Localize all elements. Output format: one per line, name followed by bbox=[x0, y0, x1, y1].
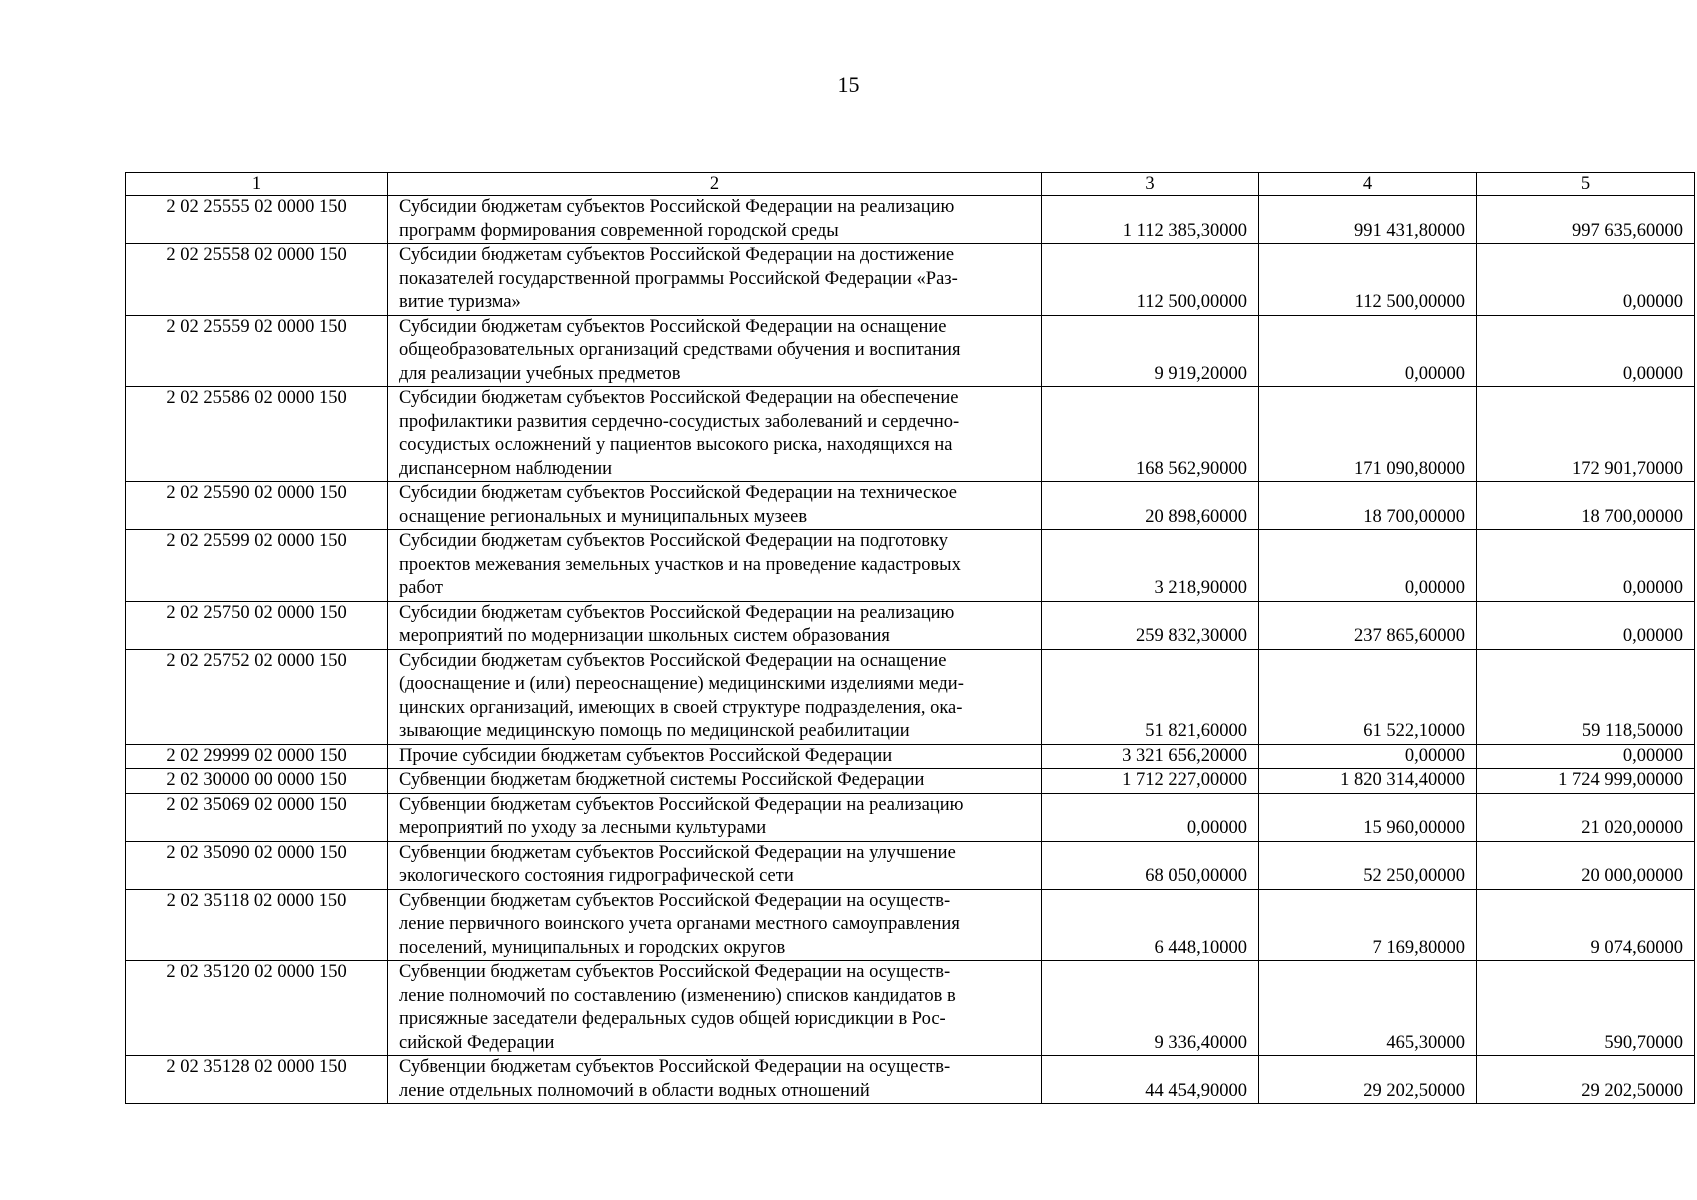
revenue-name-line: ление полномочий по составлению (изменению) списков кандидатов в bbox=[399, 985, 956, 1006]
revenue-name-line: экологического состояния гидрографической сети bbox=[399, 866, 794, 886]
amount-cell-v3: 44 454,90000 bbox=[1042, 1056, 1259, 1104]
revenue-name-line: Субсидии бюджетам субъектов Российской Федерации на обеспечение bbox=[399, 388, 959, 408]
table-row bbox=[126, 889, 1695, 961]
revenue-name-cell bbox=[388, 387, 1042, 482]
amount-cell-v5: 0,00000 bbox=[1477, 744, 1695, 769]
amount-cell-v3: 9 336,40000 bbox=[1042, 961, 1259, 1056]
revenue-name-line: оснащение региональных и муниципальных музеев bbox=[399, 506, 808, 527]
table-row bbox=[126, 482, 1695, 530]
table-row bbox=[126, 315, 1695, 387]
revenue-name-line: Субвенции бюджетам субъектов Российской Федерации на реализацию bbox=[399, 794, 964, 815]
budget-code-cell: 2 02 25752 02 0000 150 bbox=[126, 649, 388, 744]
amount-cell-v4: 0,00000 bbox=[1259, 744, 1477, 769]
amount-cell-v4: 991 431,80000 bbox=[1259, 196, 1477, 244]
amount-cell-v5: 1 724 999,00000 bbox=[1477, 769, 1695, 794]
table-row bbox=[126, 387, 1695, 482]
revenue-name-line: диспансерном наблюдении bbox=[399, 458, 613, 479]
amount-cell-v4: 465,30000 bbox=[1259, 961, 1477, 1056]
revenue-name-line: ление первичного воинского учета органами местного самоуправления bbox=[399, 914, 960, 934]
amount-cell-v5: 20 000,00000 bbox=[1477, 841, 1695, 889]
budget-code-cell: 2 02 25555 02 0000 150 bbox=[126, 196, 388, 244]
column-header: 1 bbox=[126, 173, 388, 196]
budget-code-cell: 2 02 25559 02 0000 150 bbox=[126, 315, 388, 387]
amount-cell-v4: 15 960,00000 bbox=[1259, 793, 1477, 841]
revenue-name-line: ление отдельных полномочий в области водных отношений bbox=[399, 1080, 870, 1101]
amount-cell-v4: 237 865,60000 bbox=[1259, 601, 1477, 649]
budget-code-cell: 2 02 25558 02 0000 150 bbox=[126, 244, 388, 316]
amount-cell-v5: 0,00000 bbox=[1477, 530, 1695, 602]
amount-cell-v3: 259 832,30000 bbox=[1042, 601, 1259, 649]
column-header: 3 bbox=[1042, 173, 1259, 196]
table-row bbox=[126, 244, 1695, 316]
amount-cell-v5: 590,70000 bbox=[1477, 961, 1695, 1056]
revenue-name-line: Субсидии бюджетам субъектов Российской Федерации на оснащение bbox=[399, 316, 947, 337]
revenue-name-line: Субвенции бюджетам субъектов Российской Федерации на осуществ- bbox=[399, 1057, 951, 1077]
amount-cell-v5: 18 700,00000 bbox=[1477, 482, 1695, 530]
table-header-row bbox=[126, 173, 1695, 196]
amount-cell-v5: 9 074,60000 bbox=[1477, 889, 1695, 961]
amount-cell-v3: 168 562,90000 bbox=[1042, 387, 1259, 482]
amount-cell-v3: 0,00000 bbox=[1042, 793, 1259, 841]
amount-cell-v5: 997 635,60000 bbox=[1477, 196, 1695, 244]
budget-code-cell: 2 02 35090 02 0000 150 bbox=[126, 841, 388, 889]
amount-cell-v3: 3 321 656,20000 bbox=[1042, 744, 1259, 769]
amount-cell-v3: 51 821,60000 bbox=[1042, 649, 1259, 744]
budget-code-cell: 2 02 35069 02 0000 150 bbox=[126, 793, 388, 841]
amount-cell-v3: 3 218,90000 bbox=[1042, 530, 1259, 602]
column-header: 5 bbox=[1477, 173, 1695, 196]
amount-cell-v3: 6 448,10000 bbox=[1042, 889, 1259, 961]
revenue-name-line: зывающие медицинскую помощь по медицинской реабилитации bbox=[399, 721, 910, 741]
table-row bbox=[126, 649, 1695, 744]
amount-cell-v5: 0,00000 bbox=[1477, 601, 1695, 649]
revenue-name-line: цинских организаций, имеющих в своей структуре подразделения, ока- bbox=[399, 697, 963, 718]
revenue-name-cell bbox=[388, 841, 1042, 889]
revenue-name-line: Субвенции бюджетам субъектов Российской Федерации на осуществ- bbox=[399, 890, 951, 911]
revenue-name-line: мероприятий по модернизации школьных систем образования bbox=[399, 626, 890, 646]
table-row bbox=[126, 793, 1695, 841]
revenue-name-line: Субсидии бюджетам субъектов Российской Федерации на подготовку bbox=[399, 531, 948, 551]
amount-cell-v4: 0,00000 bbox=[1259, 530, 1477, 602]
revenue-name-line: Субсидии бюджетам субъектов Российской Федерации на достижение bbox=[399, 245, 955, 265]
amount-cell-v4: 112 500,00000 bbox=[1259, 244, 1477, 316]
amount-cell-v3: 112 500,00000 bbox=[1042, 244, 1259, 316]
revenue-name-line: программ формирования современной городской среды bbox=[399, 220, 839, 241]
revenue-name-cell bbox=[388, 889, 1042, 961]
budget-code-cell: 2 02 35118 02 0000 150 bbox=[126, 889, 388, 961]
table-row bbox=[126, 1056, 1695, 1104]
amount-cell-v4: 18 700,00000 bbox=[1259, 482, 1477, 530]
amount-cell-v4: 61 522,10000 bbox=[1259, 649, 1477, 744]
page-number: 15 bbox=[837, 72, 860, 97]
revenue-name-line: для реализации учебных предметов bbox=[399, 363, 681, 384]
budget-code-cell: 2 02 29999 02 0000 150 bbox=[126, 744, 388, 769]
revenue-name-line: поселений, муниципальных и городских округов bbox=[399, 937, 786, 958]
revenue-name-line: общеобразовательных организаций средствами обучения и воспитания bbox=[399, 340, 961, 360]
table-row bbox=[126, 744, 1695, 769]
revenue-name-cell bbox=[388, 769, 1042, 794]
revenue-name-line: Субсидии бюджетам субъектов Российской Федерации на техническое bbox=[399, 483, 958, 503]
table-row bbox=[126, 961, 1695, 1056]
revenue-name-line: сосудистых осложнений у пациентов высокого риска, находящихся на bbox=[399, 435, 953, 455]
amount-cell-v3: 68 050,00000 bbox=[1042, 841, 1259, 889]
revenue-name-cell bbox=[388, 196, 1042, 244]
table-row bbox=[126, 530, 1695, 602]
amount-cell-v4: 1 820 314,40000 bbox=[1259, 769, 1477, 794]
amount-cell-v5: 21 020,00000 bbox=[1477, 793, 1695, 841]
amount-cell-v4: 52 250,00000 bbox=[1259, 841, 1477, 889]
amount-cell-v3: 1 712 227,00000 bbox=[1042, 769, 1259, 794]
revenue-name-cell bbox=[388, 793, 1042, 841]
budget-code-cell: 2 02 30000 00 0000 150 bbox=[126, 769, 388, 794]
amount-cell-v3: 20 898,60000 bbox=[1042, 482, 1259, 530]
revenue-name-cell bbox=[388, 482, 1042, 530]
revenue-name-cell bbox=[388, 649, 1042, 744]
budget-code-cell: 2 02 35128 02 0000 150 bbox=[126, 1056, 388, 1104]
revenue-name-cell bbox=[388, 530, 1042, 602]
revenue-name-line: Субвенции бюджетам бюджетной системы Российской Федерации bbox=[399, 770, 925, 790]
column-header: 4 bbox=[1259, 173, 1477, 196]
revenue-name-line: Субсидии бюджетам субъектов Российской Федерации на оснащение bbox=[399, 650, 947, 671]
table-row bbox=[126, 841, 1695, 889]
amount-cell-v5: 29 202,50000 bbox=[1477, 1056, 1695, 1104]
amount-cell-v5: 0,00000 bbox=[1477, 315, 1695, 387]
revenue-name-line: профилактики развития сердечно-сосудистых заболеваний и сердечно- bbox=[399, 411, 960, 432]
revenue-name-line: мероприятий по уходу за лесными культурами bbox=[399, 818, 767, 838]
revenue-name-cell bbox=[388, 1056, 1042, 1104]
amount-cell-v5: 0,00000 bbox=[1477, 244, 1695, 316]
budget-code-cell: 2 02 35120 02 0000 150 bbox=[126, 961, 388, 1056]
revenue-name-line: показателей государственной программы Российской Федерации «Раз- bbox=[399, 268, 958, 289]
revenue-name-line: сийской Федерации bbox=[399, 1032, 555, 1053]
revenue-name-line: Субсидии бюджетам субъектов Российской Федерации на реализацию bbox=[399, 197, 955, 217]
revenue-name-line: проектов межевания земельных участков и на проведение кадастровых bbox=[399, 554, 961, 575]
revenue-name-line: присяжные заседатели федеральных судов общей юрисдикции в Рос- bbox=[399, 1009, 946, 1029]
amount-cell-v4: 0,00000 bbox=[1259, 315, 1477, 387]
revenue-name-line: работ bbox=[399, 578, 443, 598]
amount-cell-v3: 9 919,20000 bbox=[1042, 315, 1259, 387]
table-row bbox=[126, 601, 1695, 649]
amount-cell-v5: 172 901,70000 bbox=[1477, 387, 1695, 482]
revenue-name-cell bbox=[388, 315, 1042, 387]
amount-cell-v4: 7 169,80000 bbox=[1259, 889, 1477, 961]
table-row bbox=[126, 196, 1695, 244]
amount-cell-v4: 29 202,50000 bbox=[1259, 1056, 1477, 1104]
revenue-name-cell bbox=[388, 601, 1042, 649]
revenue-name-line: витие туризма» bbox=[399, 292, 521, 312]
budget-code-cell: 2 02 25599 02 0000 150 bbox=[126, 530, 388, 602]
amount-cell-v5: 59 118,50000 bbox=[1477, 649, 1695, 744]
revenue-name-line: Прочие субсидии бюджетам субъектов Российской Федерации bbox=[399, 745, 893, 766]
column-header: 2 bbox=[388, 173, 1042, 196]
table-row bbox=[126, 769, 1695, 794]
amount-cell-v4: 171 090,80000 bbox=[1259, 387, 1477, 482]
revenue-name-cell bbox=[388, 961, 1042, 1056]
revenue-name-cell bbox=[388, 744, 1042, 769]
revenue-name-line: (дооснащение и (или) переоснащение) медицинскими изделиями меди- bbox=[399, 674, 964, 694]
revenue-name-line: Субвенции бюджетам субъектов Российской Федерации на улучшение bbox=[399, 842, 956, 863]
revenue-name-line: Субвенции бюджетам субъектов Российской Федерации на осуществ- bbox=[399, 962, 951, 982]
budget-table bbox=[125, 172, 1695, 1104]
budget-code-cell: 2 02 25586 02 0000 150 bbox=[126, 387, 388, 482]
budget-code-cell: 2 02 25590 02 0000 150 bbox=[126, 482, 388, 530]
revenue-name-line: Субсидии бюджетам субъектов Российской Федерации на реализацию bbox=[399, 602, 955, 623]
budget-code-cell: 2 02 25750 02 0000 150 bbox=[126, 601, 388, 649]
amount-cell-v3: 1 112 385,30000 bbox=[1042, 196, 1259, 244]
revenue-name-cell bbox=[388, 244, 1042, 316]
